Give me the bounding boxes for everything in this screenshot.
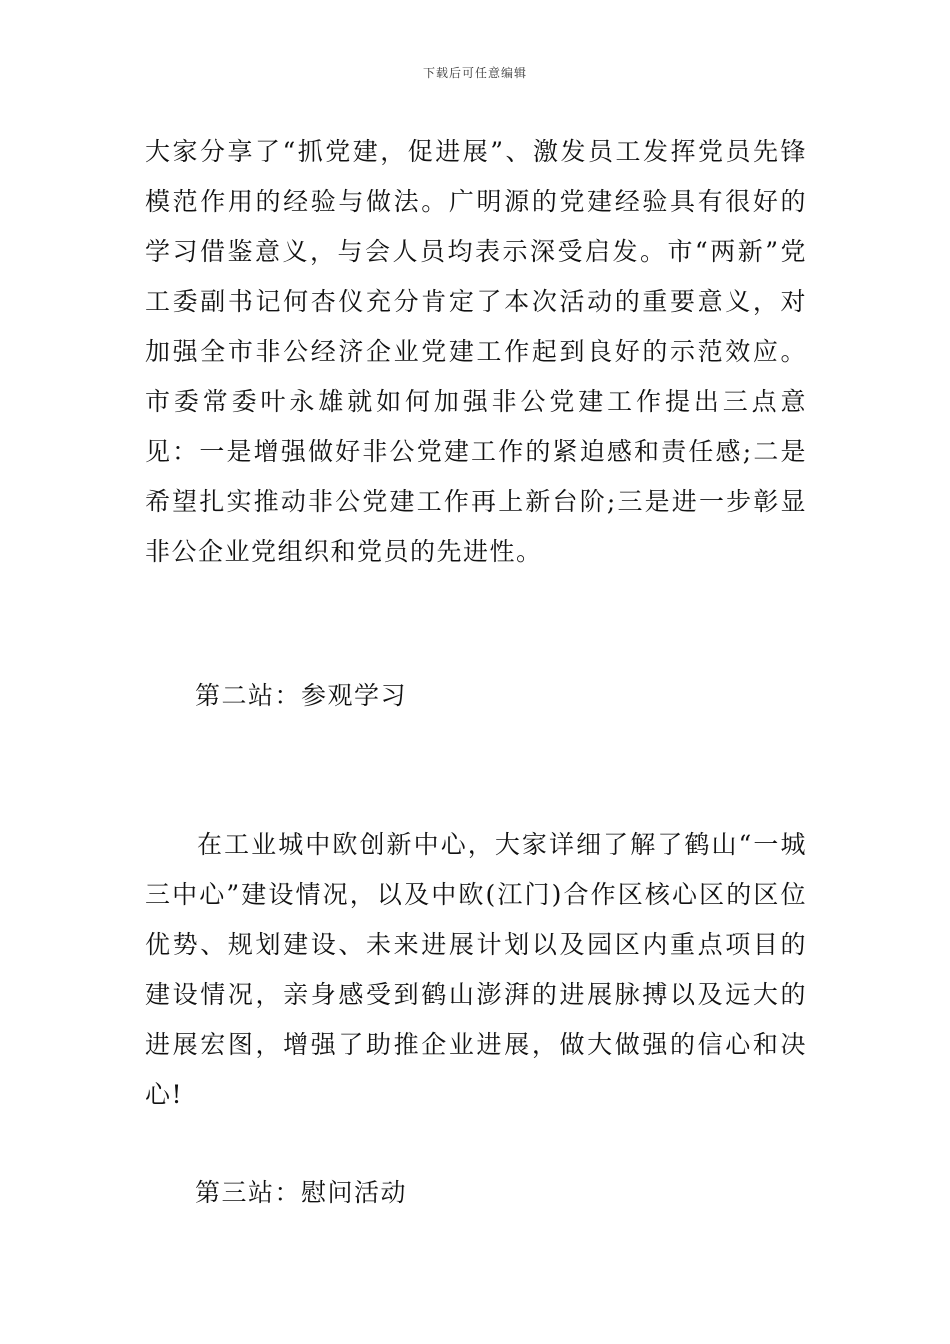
section-heading-second-stop: 第二站：参观学习 — [195, 681, 408, 710]
paragraph-visit-study: 在工业城中欧创新中心，大家详细了解了鹤山“一城三中心”建设情况，以及中欧(江门)合作区核心区的区位优势、规划建设、未来进展计划以及园区内重点项目的建设情况，亲身感受到鹤山澎湃的进展脉搏以及远大的进展宏图，增强了助推企业进展，做大做强的信心和决心! — [145, 830, 807, 1109]
section-heading-third-stop: 第三站：慰问活动 — [195, 1178, 408, 1207]
page-header-note: 下载后可任意编辑 — [422, 66, 527, 80]
paragraph-party-building-experience: 大家分享了“抓党建，促进展”、激发员工发挥党员先锋模范作用的经验与做法。广明源的党建经验具有很好的学习借鉴意义，与会人员均表示深受启发。市“两新”党工委副书记何杏仪充分肯定了本次活动的重要意义，对加强全市非公经济企业党建工作起到良好的示范效应。市委常委叶永雄就如何加强非公党建工作提出三点意见：一是增强做好非公党建工作的紧迫感和责任感;二是希望扎实推动非公党建工作再上新台阶;三是进一步彰显非公企业党组织和党员的先进性。 — [145, 137, 807, 566]
